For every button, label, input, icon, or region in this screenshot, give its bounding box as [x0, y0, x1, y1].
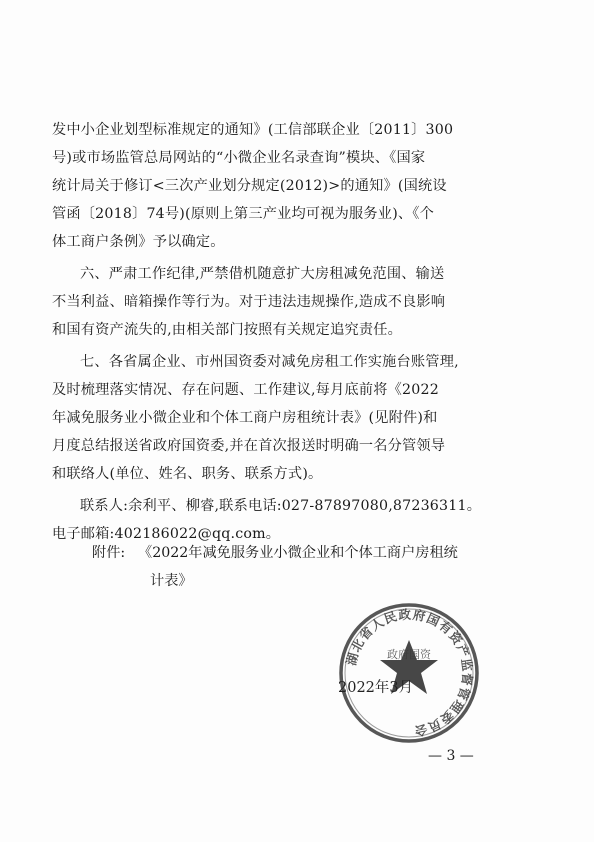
attachment-title: 《2022年减免服务业小微企业和个体工商户房租统 [138, 545, 458, 561]
email-line: 电子邮箱:402186022@qq.com。 [52, 526, 281, 542]
body-line: 统计局关于修订<三次产业划分规定(2012)>的通知》(国统设 [52, 178, 447, 194]
body-line: 月度总结报送省政府国资委,并在首次报送时明确一名分管领导 [52, 438, 446, 454]
section-seven-line: 七、各省属企业、市州国资委对减免房租工作实施台账管理, [80, 354, 459, 370]
body-line: 和国有资产流失的,由相关部门按照有关规定追究责任。 [52, 322, 403, 338]
section-six-line: 六、严肃工作纪律,严禁借机随意扩大房租减免范围、输送 [80, 266, 445, 282]
body-line: 号)或市场监管总局网站的“小微企业名录查询”模块、《国家 [52, 150, 426, 166]
page-number: — 3 — [428, 748, 474, 764]
document-date: 2022年3月 [338, 680, 414, 696]
body-line: 及时梳理落实情况、存在问题、工作建议,每月底前将《2022 [52, 382, 439, 398]
body-line: 管函〔2018〕74号)(原则上第三产业均可视为服务业)、《个 [52, 206, 434, 222]
attachment-title-cont: 计表》 [150, 573, 193, 589]
contact-line: 联系人:余利平、柳睿,联系电话:027-87897080,87236311。 [80, 498, 482, 514]
body-line: 体工商户条例》予以确定。 [52, 234, 225, 250]
seal-center-text: 政府国资 [387, 648, 431, 661]
body-line: 发中小企业划型标准规定的通知》(工信部联企业〔2011〕300 [52, 122, 454, 138]
body-line: 年减免服务业小微企业和个体工商户房租统计表》(见附件)和 [52, 410, 438, 426]
body-line: 和联络人(单位、姓名、职务、联系方式)。 [52, 466, 323, 482]
attachment-label: 附件: [92, 545, 126, 561]
body-line: 不当利益、暗箱操作等行为。对于违法违规操作,造成不良影响 [52, 294, 446, 310]
official-seal [334, 598, 484, 748]
seal-ring-text: 湖北省人民政府国有资产监督管理委员会 [343, 606, 476, 740]
